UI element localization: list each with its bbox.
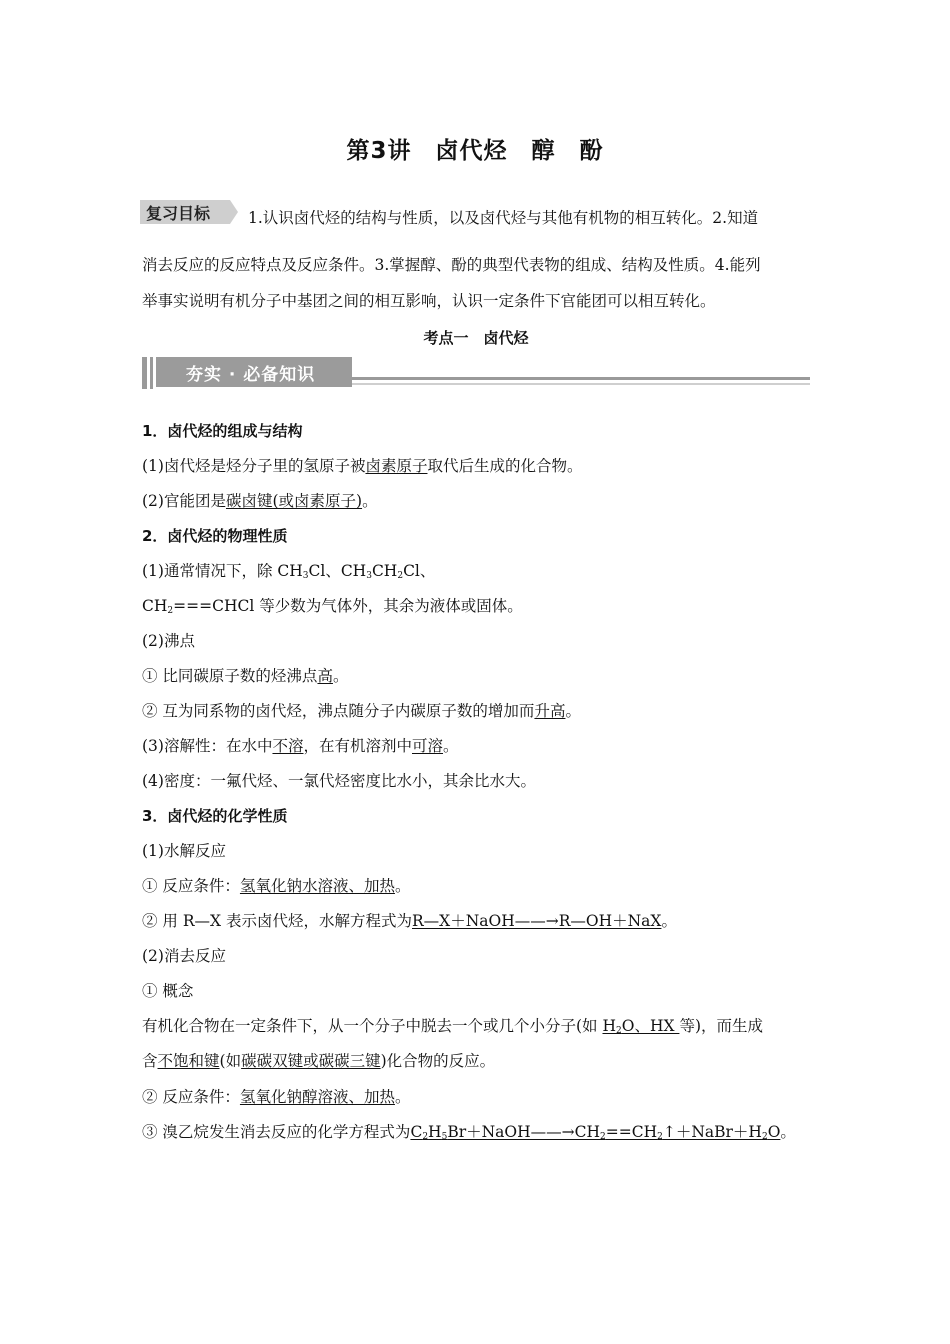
review-goals-badge: [140, 200, 238, 224]
s2-p2a: ① 比同碳原子数的烃沸点高。: [142, 667, 349, 685]
kaodian-heading: 考点一 卤代烃: [423, 329, 529, 347]
goals-line-1: 1.认识卤代烃的结构与性质，以及卤代烃与其他有机物的相互转化。2.知道: [248, 209, 759, 227]
s3-p2b: 有机化合物在一定条件下，从一个分子中脱去一个或几个小分子(如 $H_2O$、HX 等)，而生成: [142, 1017, 763, 1036]
s2-p4: (4)密度：一氟代烃、一氯代烃密度比水小，其余比水大。: [142, 772, 536, 790]
s3-p2c: 含不饱和键(如碳碳双键或碳碳三键)化合物的反应。: [142, 1052, 496, 1070]
review-goals-label: 复习目标: [146, 204, 211, 223]
s2-p1: (1)通常情况下，除 $CH_3Cl$、$CH_3CH_2Cl$、: [142, 562, 436, 581]
goals-line-2: 消去反应的反应特点及反应条件。3.掌握醇、酚的典型代表物的组成、结构及性质。4.能列: [142, 256, 761, 274]
s1-p2: (2)官能团是碳卤键(或卤素原子)。: [142, 492, 378, 510]
page-title: 第3讲 卤代烃 醇 酚: [346, 138, 604, 164]
section-banner-label: 夯实 · 必备知识: [186, 365, 316, 385]
s3-heading: 3．卤代烃的化学性质: [142, 807, 288, 825]
s1-heading: 1．卤代烃的组成与结构: [142, 422, 303, 440]
s2-p2: (2)沸点: [142, 632, 195, 650]
s3-p2e: ③ 溴乙烷发生消去反应的化学方程式为$C_2H_5Br+NaOH——\to CH_2==CH_2↑+NaBr+H_2O$。: [142, 1123, 796, 1142]
s3-p1: (1)水解反应: [142, 842, 226, 860]
s2-p3: (3)溶解性：在水中不溶，在有机溶剂中可溶。: [142, 737, 459, 755]
s2-heading: 2．卤代烃的物理性质: [142, 527, 288, 545]
s3-p2: (2)消去反应: [142, 947, 226, 965]
s2-p1-cont: $CH_2===CHCl$ 等少数为气体外，其余为液体或固体。: [142, 597, 523, 616]
goals-line-3: 举事实说明有机分子中基团之间的相互影响，认识一定条件下官能团可以相互转化。: [142, 292, 716, 310]
s3-p1b: ② 用 R—X 表示卤代烃，水解方程式为R—X＋NaOH——→R—OH＋NaX。: [142, 912, 677, 930]
s3-p2d: ② 反应条件：氢氧化钠醇溶液、加热。: [142, 1088, 411, 1106]
s3-p1a: ① 反应条件：氢氧化钠水溶液、加热。: [142, 877, 411, 895]
s3-p2a: ① 概念: [142, 982, 194, 1000]
s2-p2b: ② 互为同系物的卤代烃，沸点随分子内碳原子数的增加而升高。: [142, 702, 581, 720]
s1-p1: (1)卤代烃是烃分子里的氢原子被卤素原子取代后生成的化合物。: [142, 457, 583, 475]
section-banner: [142, 355, 810, 391]
